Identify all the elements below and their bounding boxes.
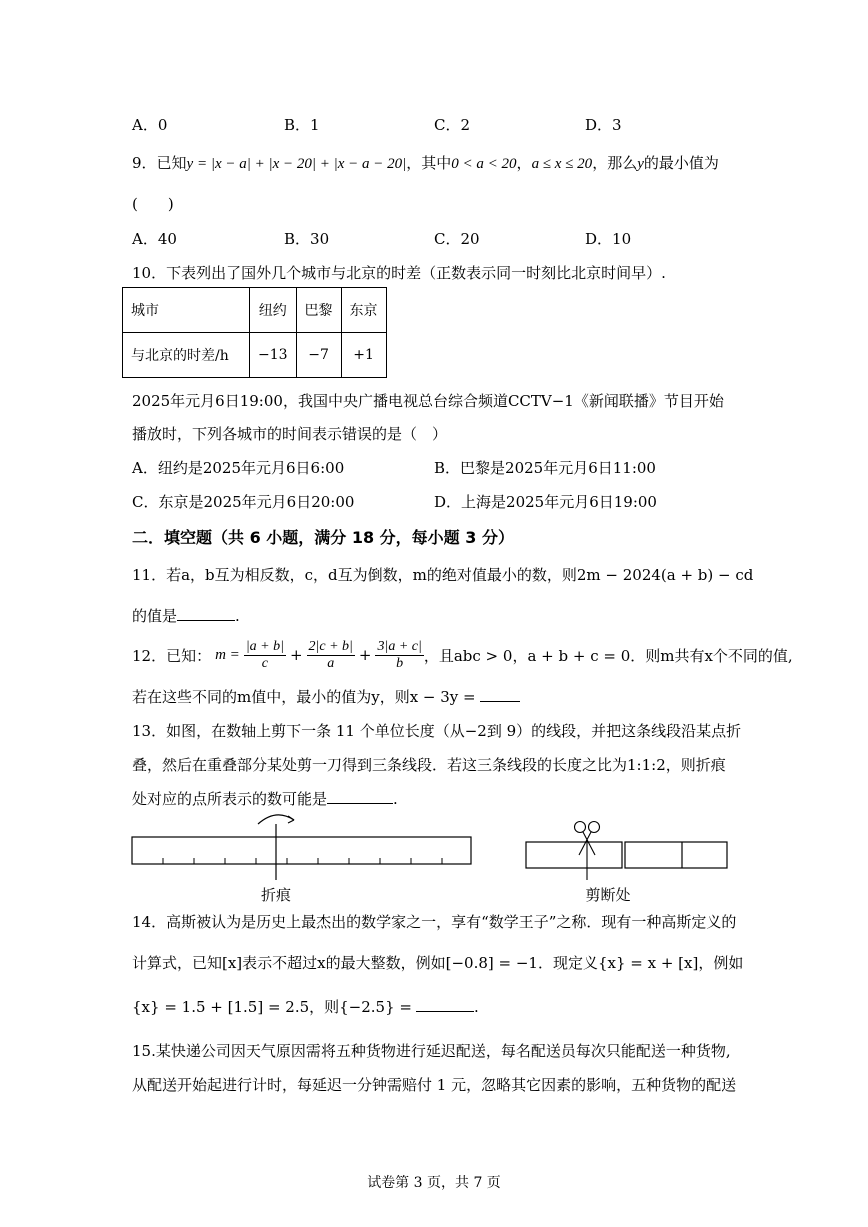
scissors-icon bbox=[575, 822, 600, 881]
q14-line3: {x} = 1.5 + [1.5] = 2.5，则{−2.5} = . bbox=[132, 998, 479, 1016]
table-cell: +1 bbox=[341, 333, 386, 378]
q10-option-d: D．上海是2025年元月6日19:00 bbox=[434, 493, 657, 511]
cut-piece-left bbox=[526, 842, 622, 868]
cut-piece-right bbox=[625, 842, 727, 868]
q12-f3-den: b bbox=[396, 655, 404, 671]
table-cell: 与北京的时差/h bbox=[123, 333, 250, 378]
table-row bbox=[123, 288, 387, 333]
q11-line2-text: 的值是 bbox=[132, 607, 178, 625]
table-header-cell: 城市 bbox=[123, 288, 250, 333]
q13-figure bbox=[128, 810, 738, 906]
q9-prefix: 9．已知 bbox=[132, 154, 187, 172]
q8-option-a: A．0 bbox=[132, 116, 168, 134]
q11-line2: 的值是 . bbox=[132, 607, 240, 625]
q8-option-b: B．1 bbox=[284, 116, 320, 134]
table-header-cell: 纽约 bbox=[250, 288, 297, 333]
q10-option-a: A．纽约是2025年元月6日6:00 bbox=[132, 459, 345, 477]
number-line-strip bbox=[132, 837, 471, 864]
answer-blank bbox=[327, 789, 393, 804]
q12-f1-num: |a + b| bbox=[245, 638, 284, 654]
q9-stem bbox=[132, 152, 719, 173]
cut-label: 剪断处 bbox=[585, 886, 631, 904]
q9-cond2: a ≤ x ≤ 20 bbox=[531, 156, 593, 172]
table-header-cell: 东京 bbox=[341, 288, 386, 333]
tick-marks bbox=[163, 858, 442, 864]
table-header-cell: 巴黎 bbox=[296, 288, 341, 333]
q10-stem: 10．下表列出了国外几个城市与北京的时差（正数表示同一时刻比北京时间早）. bbox=[132, 264, 666, 282]
q9-end: 的最小值为 bbox=[643, 154, 719, 172]
q12-f1-den: c bbox=[261, 655, 268, 671]
fold-label: 折痕 bbox=[260, 886, 292, 904]
q12-fraction-2 bbox=[307, 639, 355, 672]
q9-option-a: A．40 bbox=[132, 230, 177, 248]
section-heading: 二．填空题（共 6 小题，满分 18 分，每小题 3 分） bbox=[132, 528, 514, 547]
q10-option-b: B．巴黎是2025年元月6日11:00 bbox=[434, 459, 656, 477]
q15-line2: 从配送开始起进行计时，每延迟一分钟需赔付 1 元，忽略其它因素的影响，五种货物的配送 bbox=[132, 1076, 737, 1094]
answer-blank bbox=[177, 606, 235, 621]
q13-line1: 13．如图，在数轴上剪下一条 11 个单位长度（从−2到 9）的线段，并把这条线段沿某点折 bbox=[132, 722, 742, 740]
q8-option-c: C．2 bbox=[434, 116, 471, 134]
q11-line1: 11．若a，b互为相反数，c，d互为倒数，m的绝对值最小的数，则2m − 2024(a + b) − cd bbox=[132, 566, 754, 584]
q9-formula: y = |x − a| + |x − 20| + |x − a − 20| bbox=[186, 156, 407, 172]
q13-line3-text: 处对应的点所表示的数可能是 bbox=[132, 790, 328, 808]
q9-var: y bbox=[637, 156, 644, 172]
q9-option-c: C．20 bbox=[434, 230, 480, 248]
q9-cond1: 0 < a < 20 bbox=[451, 156, 517, 172]
q12-line2-text: 若在这些不同的m值中，最小的值为y，则x − 3y = bbox=[132, 688, 476, 706]
q9-sep: ， bbox=[516, 154, 532, 172]
q12-line1: 12．已知： m = $\frac{|a + b|}{c}$ + $\frac{2|c + b|}{a}$ + $\frac{3|a + c|}{b}$ ，且abc > 0，a + b + c = 0．则m共有x个不同的值, bbox=[132, 638, 793, 671]
q9-option-b: B．30 bbox=[284, 230, 330, 248]
timezone-table bbox=[122, 287, 387, 378]
table-cell: −7 bbox=[296, 333, 341, 378]
q14-line3-text: {x} = 1.5 + [1.5] = 2.5，则{−2.5} = bbox=[132, 998, 412, 1016]
q8-option-d: D．3 bbox=[585, 116, 622, 134]
q13-line3: 处对应的点所表示的数可能是 . bbox=[132, 790, 398, 808]
q9-paren: ( ) bbox=[132, 195, 174, 213]
q10-line1: 2025年元月6日19:00，我国中央广播电视总台综合频道CCTV−1《新闻联播》节目开始 bbox=[132, 392, 724, 410]
q14-line2: 计算式，已知[x]表示不超过x的最大整数，例如[−0.8] = −1．现定义{x} = x + [x]，例如 bbox=[132, 954, 744, 972]
page-footer: 试卷第 3 页，共 7 页 bbox=[367, 1175, 501, 1191]
q12-f3-num: 3|a + c| bbox=[377, 638, 422, 654]
q12-m: m = bbox=[215, 646, 240, 663]
q12-line2 bbox=[132, 686, 520, 707]
table-row bbox=[123, 333, 387, 378]
q12-fraction-1 bbox=[244, 639, 286, 672]
q12-f2-num: 2|c + b| bbox=[308, 638, 353, 654]
q15-line1: 15.某快递公司因天气原因需将五种货物进行延迟配送，每名配送员每次只能配送一种货物, bbox=[132, 1042, 731, 1060]
answer-blank bbox=[480, 687, 520, 702]
q12-fraction-3 bbox=[375, 639, 423, 672]
table-cell: −13 bbox=[250, 333, 297, 378]
q12-prefix: 12．已知： bbox=[132, 646, 212, 665]
q9-suffix: ，那么 bbox=[592, 154, 638, 172]
q10-line2: 播放时，下列各城市的时间表示错误的是（ ） bbox=[132, 425, 448, 443]
answer-blank bbox=[416, 997, 474, 1012]
q9-option-d: D．10 bbox=[585, 230, 632, 248]
q9-mid: ，其中 bbox=[406, 154, 452, 172]
q13-line2: 叠，然后在重叠部分某处剪一刀得到三条线段．若这三条线段的长度之比为1:1:2，则折痕 bbox=[132, 756, 726, 774]
q14-line1: 14．高斯被认为是历史上最杰出的数学家之一，享有“数学王子”之称．现有一种高斯定义的 bbox=[132, 913, 737, 931]
q10-option-c: C．东京是2025年元月6日20:00 bbox=[132, 493, 355, 511]
q12-f2-den: a bbox=[327, 655, 335, 671]
q12-rest: ，且abc > 0，a + b + c = 0．则m共有x个不同的值, bbox=[423, 646, 793, 665]
